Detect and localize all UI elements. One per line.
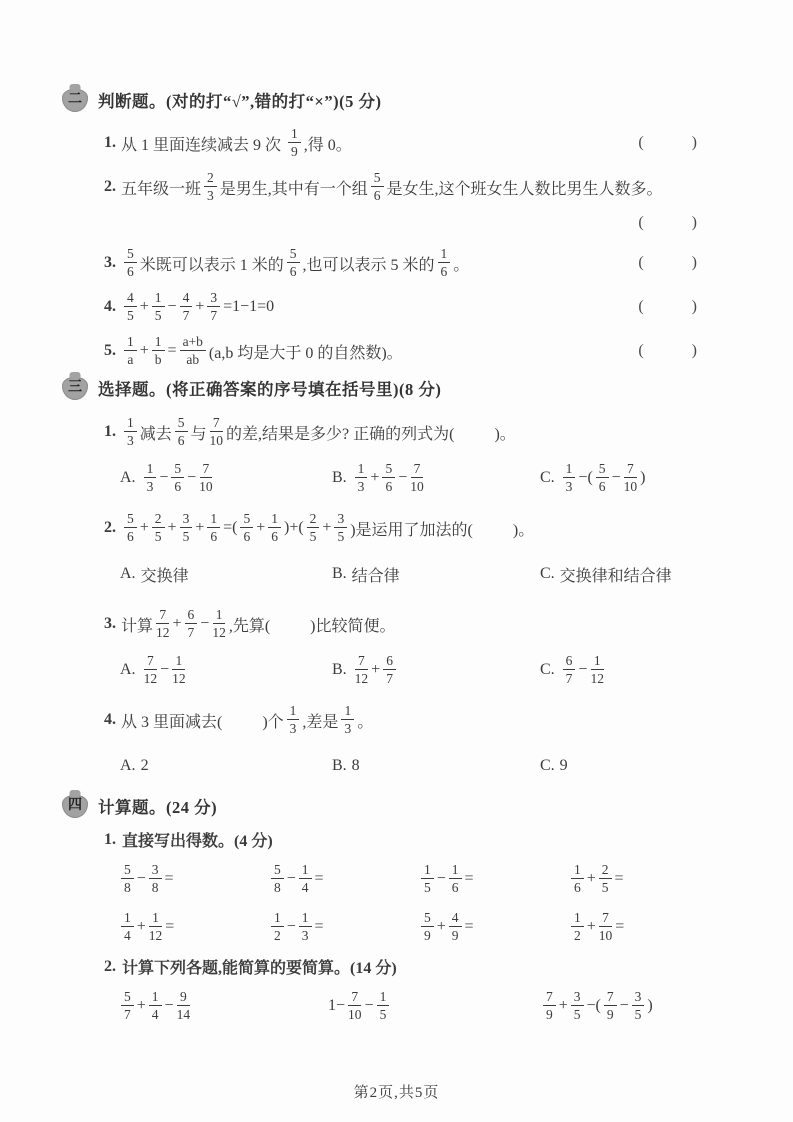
- section-number-badge-icon: 二: [62, 89, 88, 112]
- fraction: $\frac{4}{9}$: [449, 910, 462, 943]
- option-label: B.: [332, 661, 347, 678]
- math-text-run: −: [398, 469, 408, 486]
- math-text-run: 。: [357, 713, 374, 731]
- math-text-run: +: [136, 997, 146, 1014]
- fraction: $\frac{2}{5}$: [599, 862, 612, 895]
- fraction: $\frac{7}{10}$: [598, 910, 613, 943]
- direct-calc-subtitle: [104, 828, 697, 851]
- option-label: A.: [120, 661, 136, 678]
- math-text-run: =1−1=0: [223, 298, 275, 315]
- judgment-question-3: [104, 242, 697, 284]
- option-text: [560, 653, 607, 686]
- section-choice-header: [62, 376, 697, 400]
- fraction: $\frac{1}{12}$: [212, 607, 226, 640]
- fraction: $\frac{1}{b}$: [152, 334, 165, 367]
- question-text: [121, 290, 274, 323]
- fraction: $\frac{1}{4}$: [299, 862, 312, 895]
- option-b: [332, 554, 540, 594]
- direct-calc-row-2: [118, 907, 697, 947]
- option-c: [540, 650, 697, 690]
- fraction: $\frac{1}{9}$: [288, 126, 301, 159]
- fraction: $\frac{1}{6}$: [268, 511, 281, 544]
- math-text-run: −: [286, 870, 296, 887]
- option-label: C.: [540, 565, 555, 582]
- fraction: $\frac{1}{5}$: [421, 862, 434, 895]
- question-number: 2.: [104, 957, 116, 975]
- fraction: $\frac{1}{3}$: [299, 910, 312, 943]
- math-text-run: 交换律: [140, 567, 189, 585]
- answer-bracket: ( ): [638, 214, 697, 231]
- judgment-question-2: [104, 166, 697, 208]
- fraction: $\frac{5}{7}$: [121, 989, 134, 1022]
- option-c: [540, 554, 697, 594]
- math-text-run: )+(: [283, 519, 304, 536]
- math-text-run: −: [160, 661, 170, 678]
- math-text-run: ,得 0。: [303, 136, 352, 154]
- calc-expression: [118, 984, 328, 1028]
- fraction: $\frac{3}{5}$: [334, 511, 347, 544]
- math-text-run: −: [136, 870, 146, 887]
- choice-question-3-options: [120, 650, 697, 690]
- question-text: [121, 334, 403, 367]
- option-label: C.: [540, 757, 555, 774]
- math-text-run: +: [586, 918, 596, 935]
- question-text: [121, 607, 396, 640]
- math-text-run: +: [195, 298, 205, 315]
- fraction: $\frac{5}{8}$: [271, 862, 284, 895]
- answer-bracket: ( ): [638, 342, 697, 359]
- fraction: $\frac{1}{12}$: [148, 910, 163, 943]
- math-text-run: ,先算( )比较简便。: [228, 617, 396, 635]
- section-judgment: [62, 88, 697, 372]
- math-text-run: 9: [559, 757, 568, 774]
- simplify-calc-subtitle: [104, 955, 697, 978]
- fraction: $\frac{5}{9}$: [421, 910, 434, 943]
- math-text-run: −: [364, 997, 374, 1014]
- math-text-run: =: [165, 918, 175, 935]
- fraction: $\frac{9}{14}$: [176, 989, 191, 1022]
- math-text-run: 与: [190, 425, 207, 443]
- math-text-run: +: [172, 615, 182, 632]
- answer-bracket: ( ): [638, 254, 697, 271]
- math-text-run: −(: [578, 469, 593, 486]
- option-text: [560, 563, 672, 586]
- math-text-run: −(: [586, 997, 601, 1014]
- option-text: [352, 653, 399, 686]
- option-b: [332, 746, 540, 786]
- choice-question-1: [104, 410, 697, 454]
- section-calculation-title: 计算题。(24 分): [98, 798, 218, 817]
- math-text-run: −: [200, 615, 210, 632]
- math-text-run: −: [619, 997, 629, 1014]
- option-c: [540, 458, 697, 498]
- choice-question-1-options: [120, 458, 697, 498]
- fraction: $\frac{7}{9}$: [604, 989, 617, 1022]
- fraction: $\frac{5}{6}$: [596, 461, 609, 494]
- fraction: $\frac{2}{3}$: [204, 170, 217, 203]
- option-label: C.: [540, 661, 555, 678]
- math-text-run: 减去: [139, 425, 172, 443]
- fraction: $\frac{5}{6}$: [175, 415, 188, 448]
- option-text: [560, 757, 568, 775]
- fraction: $\frac{1}{5}$: [377, 989, 390, 1022]
- question-number: 3.: [104, 254, 116, 271]
- section-judgment-title: 判断题。(对的打“√”,错的打“×”)(5 分): [98, 92, 382, 111]
- calc-expression: [540, 984, 697, 1028]
- option-label: A.: [120, 757, 136, 774]
- fraction: $\frac{1}{3}$: [355, 461, 368, 494]
- option-label: A.: [120, 469, 136, 486]
- math-text-run: +: [371, 661, 381, 678]
- math-text-run: =: [164, 870, 174, 887]
- math-text-run: ,差是: [302, 713, 339, 731]
- math-text-run: =: [167, 342, 177, 359]
- fraction: $\frac{1}{2}$: [571, 910, 584, 943]
- option-text: [141, 563, 189, 586]
- option-text: [141, 653, 189, 686]
- fraction: $\frac{1}{3}$: [144, 461, 157, 494]
- option-text: [141, 757, 149, 775]
- math-text-run: 的差,结果是多少? 正确的列式为( )。: [226, 425, 516, 443]
- question-text: [121, 511, 534, 544]
- fraction: $\frac{2}{5}$: [307, 511, 320, 544]
- fraction: $\frac{1}{3}$: [563, 461, 576, 494]
- math-text-run: =: [314, 870, 324, 887]
- fraction: $\frac{1}{a}$: [124, 334, 137, 367]
- math-text-run: +: [436, 918, 446, 935]
- math-text-run: +: [136, 918, 146, 935]
- choice-question-2-options: [120, 554, 697, 594]
- math-text-run: +: [558, 997, 568, 1014]
- calc-expression: [568, 859, 697, 899]
- math-text-run: −: [611, 469, 621, 486]
- option-a: [120, 458, 332, 498]
- fraction: $\frac{7}{10}$: [209, 415, 224, 448]
- math-text-run: 米既可以表示 1 米的: [139, 256, 284, 274]
- question-number: 1.: [104, 423, 116, 440]
- question-number: 2.: [104, 178, 116, 195]
- section-choice-title: 选择题。(将正确答案的序号填在括号里)(8 分): [98, 380, 442, 399]
- question-number: 5.: [104, 342, 116, 359]
- question-text: [121, 170, 663, 203]
- section-calculation-header: [62, 794, 697, 818]
- option-b: [332, 458, 540, 498]
- fraction: $\frac{3}{7}$: [207, 290, 220, 323]
- math-text-run: =: [464, 870, 474, 887]
- page-footer: 第2页,共5页: [353, 1085, 440, 1101]
- fraction: $\frac{7}{10}$: [348, 989, 362, 1022]
- judgment-question-1: [104, 122, 697, 164]
- math-text-run: 1−: [328, 997, 346, 1014]
- option-c: [540, 746, 697, 786]
- simplify-calc-row: [118, 984, 697, 1028]
- calc-expression: [118, 859, 268, 899]
- math-text-run: =: [614, 870, 624, 887]
- calc-expression: [268, 859, 418, 899]
- fraction: $\frac{3}{5}$: [571, 989, 584, 1022]
- subsection-title: 直接写出得数。(4 分): [122, 833, 273, 850]
- math-text-run: ,也可以表示 5 米的: [302, 256, 435, 274]
- question-number: 2.: [104, 519, 116, 536]
- question-text: [121, 703, 373, 736]
- option-label: C.: [540, 469, 555, 486]
- fraction: $\frac{3}{8}$: [149, 862, 162, 895]
- fraction: $\frac{5}{6}$: [371, 170, 384, 203]
- fraction: $\frac{4}{7}$: [180, 290, 193, 323]
- subsection-title: 计算下列各题,能简算的要简算。(14 分): [122, 960, 397, 977]
- math-text-run: 计算: [121, 617, 154, 635]
- math-text-run: 从 3 里面减去( )个: [121, 713, 284, 731]
- fraction: $\frac{1}{3}$: [124, 415, 137, 448]
- math-text-run: 。: [453, 256, 470, 274]
- option-label: B.: [332, 757, 347, 774]
- question-number: 1.: [104, 830, 116, 848]
- fraction: $\frac{7}{10}$: [410, 461, 424, 494]
- math-text-run: −: [436, 870, 446, 887]
- fraction: $\frac{7}{12}$: [156, 607, 170, 640]
- math-text-run: 2: [140, 757, 149, 774]
- math-text-run: +: [322, 519, 332, 536]
- question-text: [121, 126, 352, 159]
- fraction: $\frac{1}{4}$: [149, 989, 162, 1022]
- calc-expression: [268, 907, 418, 947]
- choice-question-4-options: [120, 746, 697, 786]
- option-text: [560, 461, 646, 494]
- math-text-run: +: [195, 519, 205, 536]
- math-text-run: +: [167, 519, 177, 536]
- math-text-run: −: [159, 469, 169, 486]
- fraction: $\frac{1}{12}$: [590, 653, 604, 686]
- math-text-run: +: [139, 298, 149, 315]
- math-text-run: −: [167, 298, 177, 315]
- section-calculation: [62, 794, 697, 1028]
- answer-bracket: ( ): [638, 134, 697, 151]
- section-choice: [62, 376, 697, 786]
- fraction: $\frac{7}{9}$: [543, 989, 556, 1022]
- fraction: $\frac{5}{6}$: [171, 461, 184, 494]
- fraction: $\frac{a+b}{ab}$: [180, 334, 206, 367]
- fraction: $\frac{4}{5}$: [124, 290, 137, 323]
- math-text-run: −: [164, 997, 174, 1014]
- answer-bracket: ( ): [638, 298, 697, 315]
- fraction: $\frac{7}{12}$: [354, 653, 369, 686]
- fraction: $\frac{1}{3}$: [341, 703, 354, 736]
- choice-question-4: [104, 698, 697, 742]
- fraction: $\frac{7}{10}$: [623, 461, 638, 494]
- calc-expression: [418, 907, 568, 947]
- question-number: 1.: [104, 134, 116, 151]
- math-text-run: 交换律和结合律: [559, 567, 672, 585]
- fraction: $\frac{1}{2}$: [271, 910, 284, 943]
- fraction: $\frac{2}{5}$: [152, 511, 165, 544]
- calc-expression: [418, 859, 568, 899]
- option-a: [120, 554, 332, 594]
- calc-expression: [568, 907, 697, 947]
- fraction: $\frac{6}{7}$: [383, 653, 396, 686]
- math-text-run: +: [139, 519, 149, 536]
- math-text-run: ): [640, 469, 646, 486]
- fraction: $\frac{7}{10}$: [199, 461, 213, 494]
- option-a: [120, 746, 332, 786]
- option-a: [120, 650, 332, 690]
- math-text-run: (a,b 均是大于 0 的自然数)。: [208, 344, 403, 362]
- math-text-run: −: [286, 918, 296, 935]
- fraction: $\frac{1}{6}$: [438, 246, 451, 279]
- fraction: $\frac{6}{7}$: [185, 607, 198, 640]
- fraction: $\frac{1}{5}$: [152, 290, 165, 323]
- option-label: B.: [332, 565, 347, 582]
- question-text: [121, 415, 516, 448]
- fraction: $\frac{6}{7}$: [563, 653, 576, 686]
- math-text-run: +: [139, 342, 149, 359]
- math-text-run: 是男生,其中有一个组: [219, 180, 368, 198]
- math-text-run: )是运用了加法的( )。: [350, 521, 535, 539]
- math-text-run: 是女生,这个班女生人数比男生人数多。: [386, 180, 663, 198]
- question-text: [121, 246, 469, 279]
- choice-question-3: [104, 602, 697, 646]
- fraction: $\frac{5}{6}$: [124, 246, 137, 279]
- fraction: $\frac{1}{12}$: [172, 653, 186, 686]
- fraction: $\frac{1}{6}$: [207, 511, 220, 544]
- question-number: 4.: [104, 711, 116, 728]
- calc-expression: [328, 984, 540, 1028]
- option-text: [141, 461, 216, 494]
- math-text-run: =: [615, 918, 625, 935]
- fraction: $\frac{5}{6}$: [287, 246, 300, 279]
- option-text: [352, 757, 360, 775]
- option-text: [352, 563, 400, 586]
- section-judgment-header: [62, 88, 697, 112]
- option-b: [332, 650, 540, 690]
- choice-question-2: [104, 506, 697, 550]
- math-text-run: =: [464, 918, 474, 935]
- math-text-run: −: [578, 661, 588, 678]
- fraction: $\frac{5}{6}$: [124, 511, 137, 544]
- fraction: $\frac{3}{5}$: [632, 989, 645, 1022]
- option-label: A.: [120, 565, 136, 582]
- fraction: $\frac{1}{6}$: [571, 862, 584, 895]
- fraction: $\frac{5}{6}$: [382, 461, 395, 494]
- calc-expression: [118, 907, 268, 947]
- math-text-run: 五年级一班: [121, 180, 202, 198]
- question-number: 3.: [104, 615, 116, 632]
- fraction: $\frac{5}{6}$: [240, 511, 253, 544]
- fraction: $\frac{3}{5}$: [180, 511, 193, 544]
- math-text-run: +: [256, 519, 266, 536]
- judgment-question-4: [104, 286, 697, 328]
- math-text-run: 从 1 里面连续减去 9 次: [121, 136, 286, 154]
- fraction: $\frac{5}{8}$: [121, 862, 134, 895]
- option-label: B.: [332, 469, 347, 486]
- math-text-run: −: [187, 469, 197, 486]
- math-text-run: +: [586, 870, 596, 887]
- fraction: $\frac{1}{6}$: [449, 862, 462, 895]
- option-text: [352, 461, 427, 494]
- math-text-run: +: [370, 469, 380, 486]
- direct-calc-row-1: [118, 859, 697, 899]
- math-text-run: 结合律: [351, 567, 400, 585]
- fraction: $\frac{7}{12}$: [143, 653, 158, 686]
- math-text-run: =: [314, 918, 324, 935]
- math-text-run: =(: [223, 519, 238, 536]
- section-number-badge-icon: 四: [62, 795, 88, 818]
- fraction: $\frac{1}{3}$: [287, 703, 300, 736]
- judgment-question-5: [104, 330, 697, 372]
- question-number: 4.: [104, 298, 116, 315]
- math-text-run: ): [647, 997, 653, 1014]
- section-number-badge-icon: 三: [62, 377, 88, 400]
- fraction: $\frac{1}{4}$: [121, 910, 134, 943]
- math-text-run: 8: [351, 757, 360, 774]
